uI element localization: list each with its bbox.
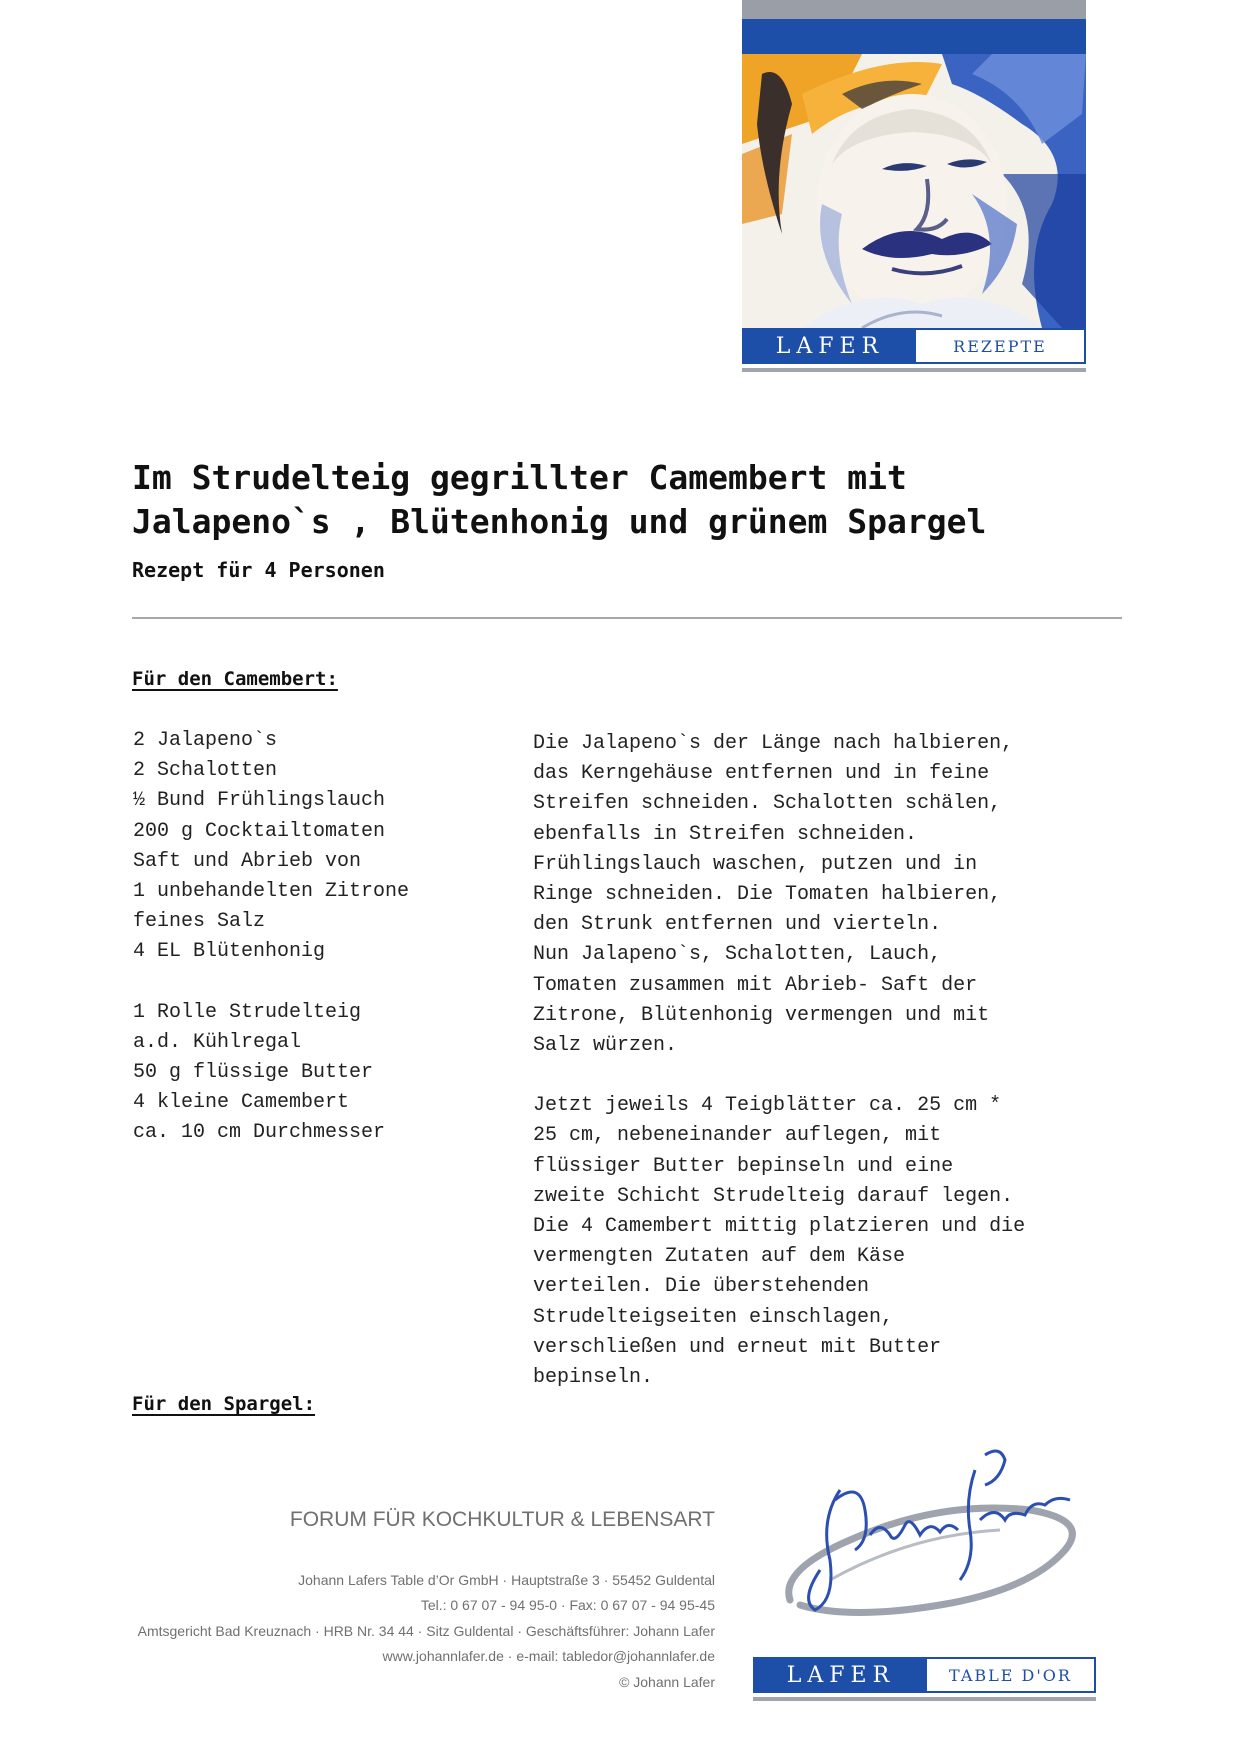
instruction-line: bepinseln. [533,1365,654,1389]
instruction-line: zweite Schicht Strudelteig darauf legen. [533,1184,1014,1208]
ingredient-item: a.d. Kühlregal [133,1030,302,1054]
footer-registry: Amtsgericht Bad Kreuznach · HRB Nr. 34 44 · Sitz Guldental · Geschäftsführer: Johann Lafer [137,1622,715,1639]
instruction-line: Ringe schneiden. Die Tomaten halbieren, [533,882,1002,906]
header-blue-bar [742,19,1086,54]
footer-brand-lafer: LAFER [755,1659,927,1691]
instruction-line: Die 4 Camembert mittig platzieren und die [533,1215,1026,1238]
chef-portrait-illustration [742,54,1086,328]
ingredient-item: ½ Bund Frühlingslauch [133,789,386,813]
recipe-servings: Rezept für 4 Personen [132,558,385,582]
ingredient-item: 2 Jalapeno`s [133,729,278,752]
ingredient-item: 200 g Cocktailtomaten [133,819,386,843]
instruction-line: den Strunk entfernen und vierteln. [533,913,942,937]
ingredient-item: Saft und Abrieb von [133,849,362,873]
ingredient-item: 50 g flüssige Butter [133,1061,374,1085]
ingredient-item: 4 EL Blütenhonig [133,940,326,964]
instruction-line: Strudelteigseiten einschlagen, [533,1305,894,1329]
title-divider [132,617,1122,619]
instruction-line: Nun Jalapeno`s, Schalotten, Lauch, [533,943,942,967]
instruction-line: verteilen. Die überstehenden [533,1275,870,1299]
ingredient-item: 2 Schalotten [133,759,278,783]
footer-phone-fax: Tel.: 0 67 07 - 94 95-0 · Fax: 0 67 07 - 94 95-45 [420,1597,715,1614]
header-brand-bar [742,328,1086,364]
instruction-line: verschließen und erneut mit Butter [533,1335,942,1359]
instruction-line: Jetzt jeweils 4 Teigblätter ca. 25 cm * [533,1094,1002,1118]
instruction-line: Zitrone, Blütenhonig vermengen und mit [533,1003,990,1027]
header-brand-lafer: LAFER [744,330,916,362]
ingredient-list [133,726,523,1149]
ingredient-spacer [133,968,523,998]
instruction-line: vermengten Zutaten auf dem Käse [533,1245,906,1269]
ingredient-item: 1 Rolle Strudelteig [133,1000,362,1024]
ingredient-item: ca. 10 cm Durchmesser [133,1121,386,1145]
footer-brand-bar [753,1657,1096,1693]
instruction-line: Salz würzen. [533,1033,678,1057]
instruction-line: Frühlingslauch waschen, putzen und in [533,852,978,876]
ingredient-item: feines Salz [133,910,266,934]
header-logo-card [742,0,1086,373]
header-gray-bar [742,0,1086,19]
instruction-line: Streifen schneiden. Schalotten schälen, [533,792,1002,816]
footer-company-info [40,1568,715,1695]
ingredient-item: 4 kleine Camembert [133,1091,350,1115]
section-heading-spargel: Für den Spargel: [132,1393,316,1415]
instruction-line: 25 cm, nebeneinander auflegen, mit [533,1124,942,1148]
instruction-line: Tomaten zusammen mit Abrieb- Saft der [533,973,978,997]
instruction-line: Die Jalapeno`s der Länge nach halbieren, [533,732,1014,755]
footer-brand-underline [753,1697,1096,1701]
recipe-title-line-1: Im Strudelteig gegrillter Camembert mit [132,458,907,497]
instruction-line: das Kerngehäuse entfernen und in feine [533,762,990,786]
instruction-text [533,729,1133,1393]
recipe-title-line-2: Jalapeno`s , Blütenhonig und grünem Spargel [132,502,987,541]
footer-brand-table-dor: TABLE D'OR [927,1659,1094,1691]
footer-forum-tagline: FORUM FÜR KOCHKULTUR & LEBENSART [289,1508,715,1531]
instruction-line: flüssiger Butter bepinseln und eine [533,1154,954,1178]
header-under-line [742,368,1086,372]
johann-lafer-signature [770,1440,1090,1625]
footer-web-email: www.johannlafer.de · e-mail: tabledor@johannlafer.de [382,1648,715,1665]
ingredient-item: 1 unbehandelten Zitrone [133,879,410,903]
header-brand-rezepte: REZEPTE [916,330,1084,362]
footer-company-address: Johann Lafers Table d’Or GmbH · Hauptstraße 3 · 55452 Guldental [298,1572,715,1588]
footer-copyright: © Johann Lafer [619,1673,715,1690]
instruction-line: ebenfalls in Streifen schneiden. [533,822,918,846]
section-heading-camembert: Für den Camembert: [132,668,338,690]
recipe-title [132,456,1132,544]
instruction-spacer [533,1061,1133,1091]
